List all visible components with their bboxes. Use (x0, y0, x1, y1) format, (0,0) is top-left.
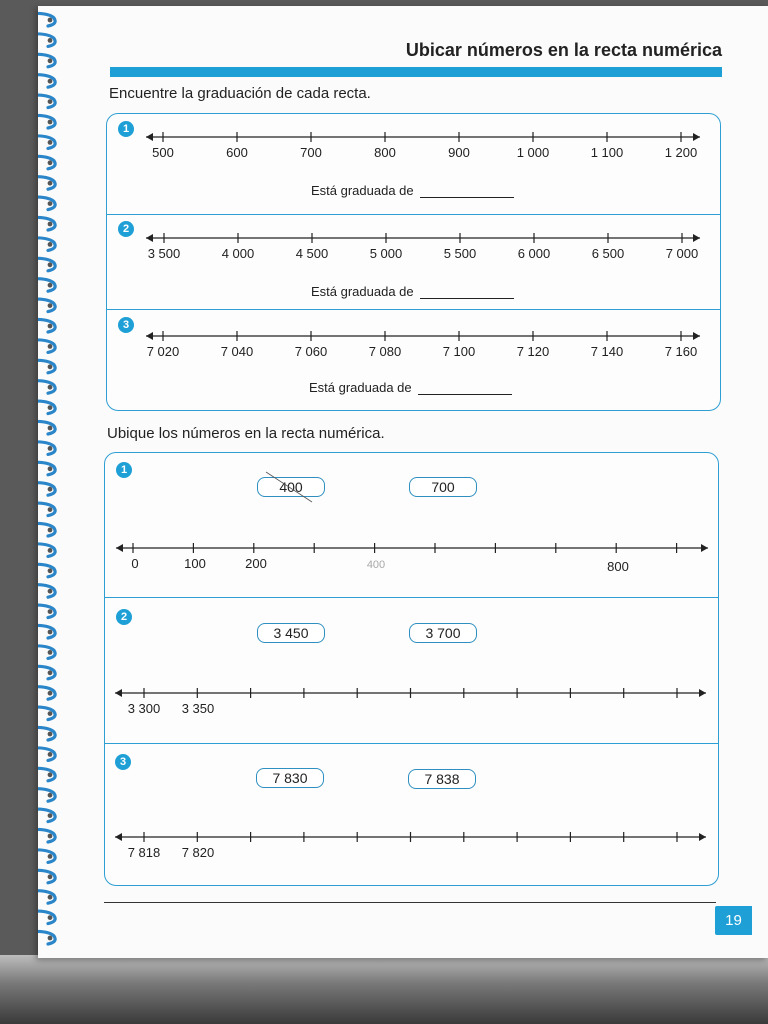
tick-label: 200 (245, 556, 267, 571)
spiral-coil (38, 523, 55, 536)
arrow-left-icon (115, 833, 122, 841)
spiral-coil (38, 217, 55, 230)
tick-label: 4 500 (295, 246, 329, 261)
title-bar (110, 67, 722, 77)
answer-blank[interactable] (418, 380, 512, 395)
scan-background (0, 955, 768, 1024)
graduation-prompt (311, 183, 514, 198)
binding-hole (48, 793, 53, 798)
spiral-coil (38, 13, 55, 26)
graduation-prompt (309, 380, 512, 395)
placement-panel (104, 452, 719, 886)
graduation-prompt (311, 284, 514, 299)
spiral-coil (38, 197, 55, 210)
spiral-coil (38, 381, 55, 394)
spiral-coil (38, 483, 55, 496)
number-line-2 (38, 232, 768, 282)
tick-label: 4 000 (221, 246, 255, 261)
binding-hole (48, 58, 53, 63)
spiral-coil (38, 503, 55, 516)
binding-hole (48, 426, 53, 431)
binding-hole (48, 630, 53, 635)
arrow-right-icon (701, 544, 708, 552)
spiral-coil (38, 442, 55, 455)
arrow-right-icon (693, 332, 700, 340)
number-chip[interactable]: 7 830 (256, 768, 324, 788)
page-number: 19 (715, 906, 752, 935)
exercise-number-badge: 1 (116, 462, 132, 478)
tick-label: 7 120 (516, 344, 550, 359)
arrow-left-icon (116, 544, 123, 552)
binding-hole (48, 772, 53, 777)
binding-hole (48, 650, 53, 655)
binding-hole (48, 589, 53, 594)
binding-hole (48, 813, 53, 818)
binding-hole (48, 79, 53, 84)
binding-hole (48, 405, 53, 410)
binding-hole (48, 99, 53, 104)
spiral-coil (38, 891, 55, 904)
binding-hole (48, 936, 53, 941)
exercise-number-badge: 3 (118, 317, 134, 333)
spiral-coil (38, 931, 55, 944)
spiral-coil (38, 748, 55, 761)
tick-label: 6 500 (591, 246, 625, 261)
binding-hole (48, 609, 53, 614)
tick-label: 1 100 (590, 145, 624, 160)
arrow-right-icon (699, 833, 706, 841)
binding-hole (48, 874, 53, 879)
binding-hole (48, 528, 53, 533)
answer-blank[interactable] (420, 284, 514, 299)
spiral-coil (38, 75, 55, 88)
section1-instruction: Encuentre la graduación de cada recta. (109, 85, 371, 102)
binding-hole (48, 487, 53, 492)
binding-hole (48, 324, 53, 329)
placement-line-3 (38, 830, 768, 870)
spiral-coil (38, 809, 55, 822)
tick-label: 700 (300, 145, 322, 160)
binding-hole (48, 466, 53, 471)
number-line-1 (38, 129, 768, 179)
pencil-strike-mark (262, 468, 322, 504)
binding-hole (48, 446, 53, 451)
arrow-left-icon (115, 689, 122, 697)
spiral-coil (38, 115, 55, 128)
tick-label: 7 000 (665, 246, 699, 261)
binding-hole (48, 752, 53, 757)
binding-hole (48, 38, 53, 43)
page-title: Ubicar números en la recta numérica (405, 40, 722, 60)
arrow-right-icon (699, 689, 706, 697)
panel-divider (107, 309, 720, 310)
tick-label: 7 060 (294, 344, 328, 359)
tick-label: 800 (374, 145, 396, 160)
spiral-coil (38, 34, 55, 47)
binding-hole (48, 732, 53, 737)
spiral-coil (38, 870, 55, 883)
spiral-coil (38, 789, 55, 802)
spiral-coil (38, 605, 55, 618)
tick-label: 6 000 (517, 246, 551, 261)
number-chip[interactable]: 400 (257, 477, 325, 497)
tick-label: 5 000 (369, 246, 403, 261)
binding-hole (48, 303, 53, 308)
spiral-coil (38, 768, 55, 781)
spiral-coil (38, 585, 55, 598)
spiral-coil (38, 911, 55, 924)
number-chip[interactable]: 700 (409, 477, 477, 497)
tick-label: 1 000 (516, 145, 550, 160)
arrow-right-icon (693, 234, 700, 242)
placement-line-1 (38, 542, 768, 582)
binding-hole (48, 18, 53, 23)
footer-rule (104, 902, 716, 903)
workbook-page (38, 6, 768, 958)
spiral-coil (38, 299, 55, 312)
spiral-coil (38, 95, 55, 108)
tick-label: 7 160 (664, 344, 698, 359)
number-chip[interactable]: 7 838 (408, 769, 476, 789)
graduation-prompt-label: Está graduada de (311, 183, 414, 198)
graduation-prompt-label: Está graduada de (309, 380, 412, 395)
arrow-left-icon (146, 234, 153, 242)
tick-label: 7 040 (220, 344, 254, 359)
arrow-left-icon (146, 133, 153, 141)
binding-hole (48, 222, 53, 227)
exercise-number-badge: 2 (118, 221, 134, 237)
tick-label: 7 820 (181, 845, 215, 860)
binding-hole (48, 507, 53, 512)
binding-hole (48, 895, 53, 900)
binding-hole (48, 283, 53, 288)
tick-label: 0 (131, 556, 139, 571)
exercise-number-badge: 3 (115, 754, 131, 770)
panel-divider (105, 743, 718, 744)
binding-hole (48, 201, 53, 206)
tick-label: 100 (184, 556, 206, 571)
spiral-coil (38, 646, 55, 659)
tick-label: 600 (226, 145, 248, 160)
exercise-number-badge: 2 (116, 609, 132, 625)
tick-label: 900 (448, 145, 470, 160)
binding-hole (48, 670, 53, 675)
tick-label: 7 818 (127, 845, 161, 860)
spiral-coil (38, 727, 55, 740)
tick-label: 7 140 (590, 344, 624, 359)
tick-label: 800 (607, 559, 629, 574)
binding-hole (48, 120, 53, 125)
arrow-left-icon (146, 332, 153, 340)
spiral-coil (38, 462, 55, 475)
tick-label: 3 300 (127, 701, 161, 716)
spiral-coil (38, 421, 55, 434)
arrow-right-icon (693, 133, 700, 141)
spiral-coil (38, 625, 55, 638)
tick-label: 3 350 (181, 701, 215, 716)
binding-hole (48, 915, 53, 920)
panel-divider (105, 597, 718, 598)
exercise-number-badge: 1 (118, 121, 134, 137)
spiral-coil (38, 54, 55, 67)
tick-label: 7 100 (442, 344, 476, 359)
tick-label: 7 080 (368, 344, 402, 359)
spiral-coil (38, 401, 55, 414)
graduation-prompt-label: Está graduada de (311, 284, 414, 299)
binding-hole (48, 181, 53, 186)
tick-label: 3 500 (147, 246, 181, 261)
tick-label: 5 500 (443, 246, 477, 261)
spiral-coil (38, 666, 55, 679)
binding-hole (48, 385, 53, 390)
handwritten-label: 400 (366, 559, 386, 571)
answer-blank[interactable] (420, 183, 514, 198)
section2-instruction: Ubique los números en la recta numérica. (107, 425, 385, 442)
number-chip[interactable]: 3 700 (409, 623, 477, 643)
number-chip[interactable]: 3 450 (257, 623, 325, 643)
placement-line-2 (38, 686, 768, 726)
tick-label: 7 020 (146, 344, 180, 359)
number-line-3 (38, 330, 768, 380)
panel-divider (107, 214, 720, 215)
tick-label: 1 200 (664, 145, 698, 160)
tick-label: 500 (152, 145, 174, 160)
